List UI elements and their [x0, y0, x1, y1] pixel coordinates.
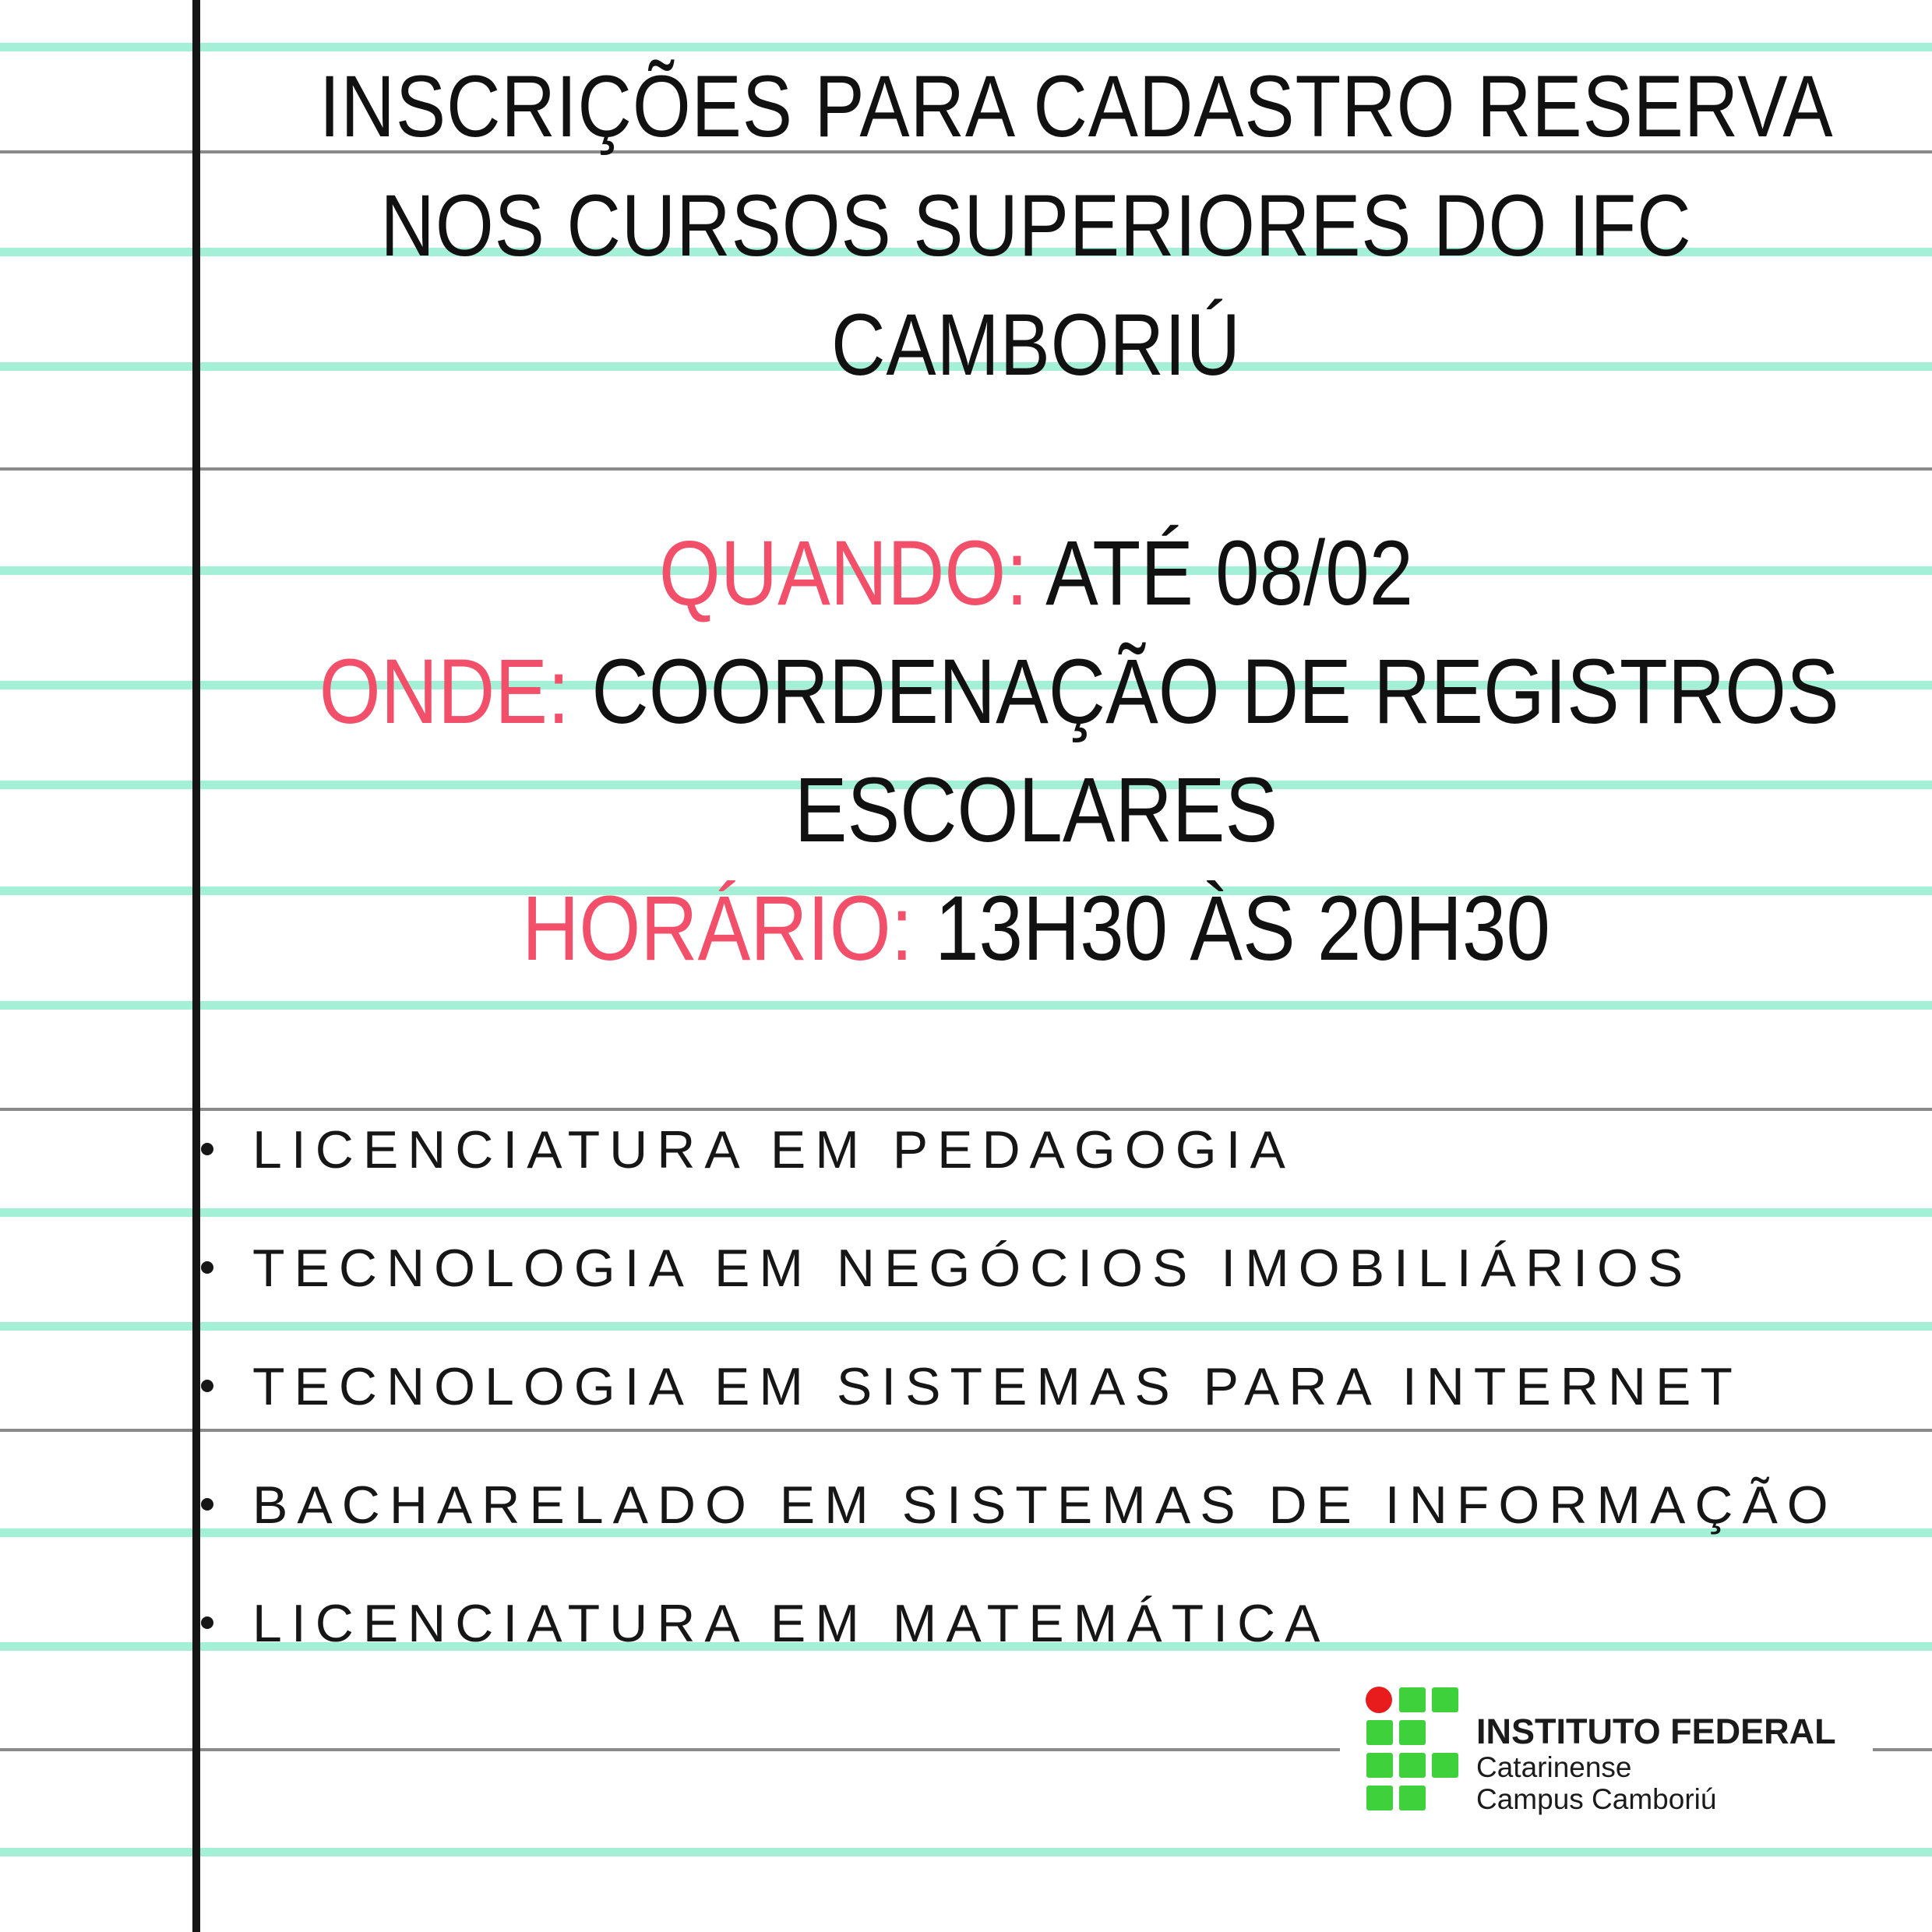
list-item: [195, 1209, 1838, 1327]
where-row: [319, 633, 1839, 751]
course-label: BACHARELADO EM SISTEMAS DE INFORMAÇÃO: [252, 1475, 1838, 1535]
bullet-icon: [201, 1380, 213, 1392]
bullet-icon: [201, 1261, 213, 1274]
ruled-line: [0, 1748, 1340, 1751]
where-value: COORDENAÇÃO DE REGISTROS: [591, 640, 1839, 743]
page-title: [319, 47, 1834, 404]
when-row: [319, 514, 1753, 633]
logo-subtitle: Catarinense: [1476, 1751, 1632, 1783]
institution-logo: [1365, 1686, 1836, 1820]
list-item: [195, 1564, 1838, 1683]
course-label: TECNOLOGIA EM SISTEMAS PARA INTERNET: [252, 1357, 1742, 1416]
where-value-continued: ESCOLARES: [794, 759, 1278, 862]
when-value: ATÉ 08/02: [1045, 522, 1414, 625]
ruled-line: [1873, 1748, 1932, 1751]
logo-name: INSTITUTO FEDERAL: [1476, 1712, 1836, 1751]
list-item: [195, 1446, 1838, 1564]
info-block: [319, 514, 1839, 988]
ruled-line: [0, 467, 1932, 471]
list-item: [195, 1327, 1838, 1446]
course-label: TECNOLOGIA EM NEGÓCIOS IMOBILIÁRIOS: [252, 1239, 1693, 1298]
bullet-icon: [201, 1498, 213, 1511]
ruled-line: [0, 1001, 1932, 1010]
time-row: [319, 869, 1753, 988]
list-item: [195, 1091, 1838, 1209]
course-label: LICENCIATURA EM PEDAGOGIA: [252, 1120, 1295, 1179]
time-value: 13H30 ÀS 20H30: [935, 877, 1550, 980]
bullet-icon: [201, 1143, 213, 1155]
time-label: HORÁRIO:: [522, 877, 913, 980]
course-label: LICENCIATURA EM MATEMÁTICA: [252, 1594, 1330, 1653]
when-label: QUANDO:: [658, 522, 1028, 625]
bullet-icon: [201, 1616, 213, 1629]
if-logo-icon: [1365, 1686, 1461, 1815]
title-line: CAMBORIÚ: [831, 296, 1241, 393]
title-line: NOS CURSOS SUPERIORES DO IFC: [380, 177, 1692, 274]
ruled-line: [0, 1848, 1932, 1856]
logo-text: [1476, 1712, 1836, 1815]
where-row-continued: [319, 751, 1753, 869]
title-line: INSCRIÇÕES PARA CADASTRO RESERVA: [319, 58, 1834, 155]
courses-list: [195, 1091, 1838, 1683]
where-label: ONDE:: [319, 640, 570, 743]
logo-campus: Campus Camboriú: [1476, 1783, 1717, 1815]
